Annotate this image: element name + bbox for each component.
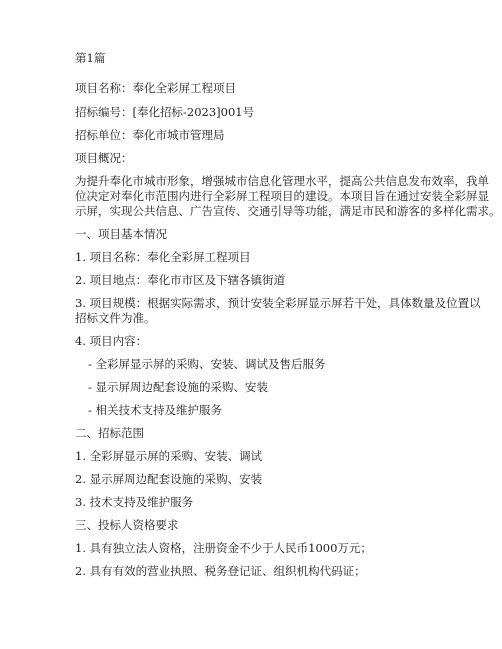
sub-list-item: - 相关技术支持及维护服务 bbox=[88, 403, 223, 417]
list-item: 4. 项目内容： bbox=[75, 334, 148, 348]
overview-line: 为提升奉化市城市形象，增强城市信息化管理水平，提高公共信息发布效率，我单 bbox=[75, 174, 489, 188]
section-heading: 三、投标人资格要求 bbox=[75, 518, 179, 532]
list-item: 1. 项目名称：奉化全彩屏工程项目 bbox=[75, 250, 251, 264]
list-item: 2. 显示屏周边配套设施的采购、安装 bbox=[75, 472, 263, 486]
project-name: 项目名称：奉化全彩屏工程项目 bbox=[75, 81, 236, 95]
chapter-title: 第1篇 bbox=[75, 51, 106, 65]
list-item: 2. 具有有效的营业执照、税务登记证、组织机构代码证； bbox=[75, 564, 366, 578]
list-item: 1. 全彩屏显示屏的采购、安装、调试 bbox=[75, 449, 263, 463]
bid-unit: 招标单位：奉化市城市管理局 bbox=[75, 128, 225, 142]
overview-line: 位决定对奉化市范围内进行全彩屏工程项目的建设。本项目旨在通过安装全彩屏显 bbox=[75, 189, 489, 203]
list-item: 1. 具有独立法人资格，注册资金不少于人民币1000万元； bbox=[75, 541, 372, 555]
section-heading: 一、项目基本情况 bbox=[75, 227, 167, 241]
overview-heading: 项目概况： bbox=[75, 151, 133, 165]
overview-line: 示屏，实现公共信息、广告宣传、交通引导等功能，满足市民和游客的多样化需求。 bbox=[75, 204, 501, 218]
bid-number: 招标编号：[奉化招标-2023]001号 bbox=[75, 105, 255, 119]
list-item-continuation: 招标文件为准。 bbox=[75, 311, 156, 325]
list-item: 3. 技术支持及维护服务 bbox=[75, 495, 194, 509]
section-heading: 二、招标范围 bbox=[75, 426, 144, 440]
list-item: 3. 项目规模：根据实际需求，预计安装全彩屏显示屏若干处，具体数量及位置以 bbox=[75, 296, 481, 310]
sub-list-item: - 显示屏周边配套设施的采购、安装 bbox=[88, 380, 269, 394]
sub-list-item: - 全彩屏显示屏的采购、安装、调试及售后服务 bbox=[88, 357, 326, 371]
list-item: 2. 项目地点：奉化市市区及下辖各镇街道 bbox=[75, 273, 286, 287]
